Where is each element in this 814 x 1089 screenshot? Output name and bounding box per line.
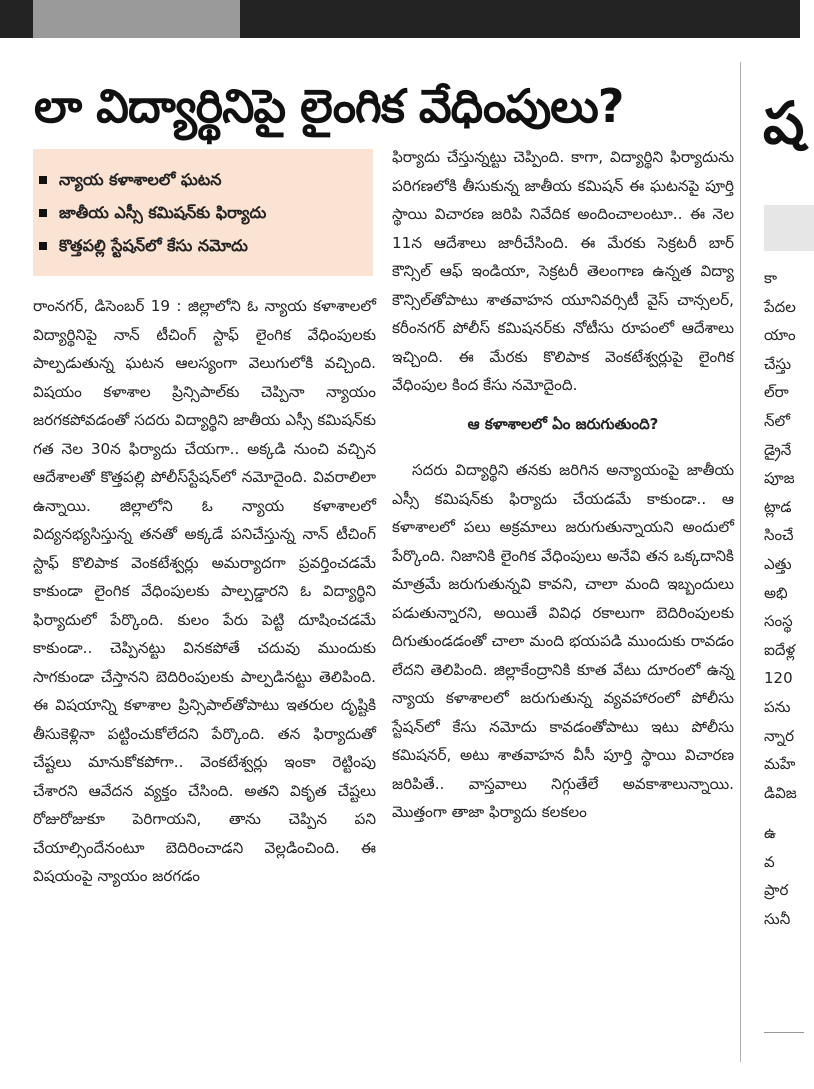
column-divider (740, 62, 741, 1062)
highlight-item (39, 163, 373, 196)
highlight-text: న్యాయ కళాశాలలో ఘటన (59, 170, 222, 189)
adjacent-column-line: న్‌లో (764, 411, 790, 430)
adjacent-column-line: డ్రైనే (764, 440, 792, 459)
bullet-icon (39, 242, 47, 250)
adjacent-column-line: ల్‌రా (764, 383, 789, 402)
adjacent-column-line: డివిజ (764, 783, 797, 802)
masthead-accent (33, 0, 240, 38)
adjacent-column-line: ప్రార (764, 881, 789, 900)
column-2-paragraph: ఫిర్యాదు చేస్తున్నట్టు చెప్పింది. కాగా, విద్యార్థిని ఫిర్యాదును పరిగణలోకి తీసుకున్న జాతీయ కమిషన్ ఈ ఘటనపై పూర్తి స్థాయి విచారణ జరిపి నివేదిక అందించాలంటూ.. ఈ నెల 11న ఆదేశాలు జారీచేసింది. ఈ మేరకు సెక్రటరీ బార్ కౌన్సిల్ ఆఫ్ ఇండియా, సెక్రటరీ తెలంగాణ ఉన్నత విద్యా కౌన్సిల్‌తోపాటు శాతవాహన యూనివర్సిటీ వైస్ చాన్సలర్, కరీంనగర్ పోలీస్ కమిషనర్‌కు నోటీసు రూపంలో ఆదేశాలు ఇచ్చింది. ఈ మేరకు కొలిపాక వెంకటేశ్వర్లుపై లైంగిక వేధింపుల కింద కేసు నమోదైంది. (392, 148, 734, 394)
adjacent-column-line: ట్లాడ (764, 497, 792, 516)
adjacent-column-line: పూజ (764, 469, 795, 488)
highlight-item (39, 229, 373, 262)
adjacent-rule (764, 1032, 804, 1033)
article-headline: లా విద్యార్థినిపై లైంగిక వేధింపులు? (34, 79, 624, 133)
article-subheading: ఆ కళాశాలలో ఏం జరుగుతుంది? (467, 414, 659, 433)
column-2-paragraph-2: సదరు విద్యార్థిని తనకు జరిగిన అన్యాయంపై జాతీయ ఎస్సీ కమిషన్‌కు ఫిర్యాదు చేయడమే కాకుండా.. ఆ కళాశాలలో పలు అక్రమాలు జరుగుతున్నాయని అందులో పేర్కొంది. నిజానికి లైంగిక వేధింపులు అనేవి తన ఒక్కదానికి మాత్రమే జరుగుతున్నవి కావని, చాలా మంది ఇబ్బందులు పడుతున్నారని, అయితే వివిధ రకాలుగా బెదిరింపులకు దిగుతుండడంతో చాలా మంది భయపడి ముందుకు రావడం లేదని తెలిపింది. జిల్లాకేంద్రానికి కూత వేటు దూరంలో ఉన్న న్యాయ కళాశాలలో జరుగుతున్న వ్యవహారంలో పోలీసు స్టేషన్‌లో కేసు నమోదు కావడంతోపాటు ఇటు పోలీసు కమిషనర్, అటు శాతవాహన వీసీ పూర్తి స్థాయి విచారణ జరిపితే.. వాస్తవాలు నిగ్గుతేలే అవకాశాలున్నాయి. మొత్తంగా తాజా ఫిర్యాదు కలకలం (392, 461, 734, 821)
highlight-item (39, 196, 373, 229)
adjacent-subhead-box (764, 205, 814, 251)
adjacent-column-line: ఎత్తు (764, 554, 792, 573)
bullet-icon (39, 209, 47, 217)
adjacent-article-column (764, 264, 804, 934)
adjacent-column-line: యాం (764, 326, 796, 345)
adjacent-column-line: పేదల (764, 297, 796, 316)
highlights-box (33, 149, 373, 276)
adjacent-column-line: సునీ (764, 910, 791, 929)
article-column-2 (392, 143, 734, 827)
adjacent-column-line: కా (764, 269, 778, 287)
adjacent-column-line: మహే (764, 755, 796, 774)
highlight-text: కొత్తపల్లి స్టేషన్‌లో కేసు నమోదు (59, 236, 248, 255)
adjacent-column-line: న్నార (764, 726, 794, 745)
highlight-text: జాతీయ ఎస్సీ కమిషన్‌కు ఫిర్యాదు (59, 203, 267, 222)
adjacent-column-line: అభి (764, 583, 788, 602)
adjacent-column-line: వ (764, 852, 775, 871)
article-column-1: రాంనగర్, డిసెంబర్ 19 : జిల్లాలోని ఓ న్యాయ కళాశాలలో విద్యార్థినిపై నాన్ టీచింగ్ స్టాఫ్ లైంగిక వేధింపులకు పాల్పడుతున్న ఘటన ఆలస్యంగా వెలుగులోకి వచ్చింది. విషయం కళాశాల ప్రిన్సిపాల్‌కు చెప్పినా న్యాయం జరగకపోవడంతో సదరు విద్యార్థిని జాతీయ ఎస్సీ కమిషన్‌కు గత నెల 30న ఫిర్యాదు చేయగా.. అక్కడి నుంచి వచ్చిన ఆదేశాలతో కొత్తపల్లి పోలీస్‌స్టేషన్‌లో నమోదైంది. వివరాలిలా ఉన్నాయి. జిల్లాలోని ఓ న్యాయ కళాశాలలో విద్యనభ్యసిస్తున్న తనతో అక్కడే పనిచేస్తున్న నాన్ టీచింగ్ స్టాఫ్ కొలిపాక వెంకటేశ్వర్లు అమర్యాదగా ప్రవర్తించడమే కాకుండా లైంగిక వేధింపులకు పాల్పడ్డారని ఓ విద్యార్థిని ఫిర్యాదులో పేర్కొంది. కులం పేరు పెట్టి దూషించడమే కాకుండా.. చెప్పినట్టు వినకపోతే చదువు ముందుకు సాగకుండా చేస్తానని బెదిరింపులకు పాల్పడినట్టు తెలిపింది. ఈ విషయాన్ని కళాశాల ప్రిన్సిపాల్‌తోపాటు ఇతరుల దృష్టికి తీసుకెళ్లినా పట్టించుకోలేదని పేర్కొంది. తన ఫిర్యాదుతో చేష్టలు మానుకోకపోగా.. వెంకటేశ్వర్లు ఇంకా రెట్టింపు చేశారని ఆవేదన వ్యక్తం చేసింది. అతని వికృత చేష్టలు రోజురోజుకూ పెరిగాయని, తాను చెప్పిన పని చేయాల్సిందేనంటూ బెదిరించాడని వెల్లడించింది. ఈ విషయంపై న్యాయం జరగడం (33, 297, 376, 885)
highlights-list (33, 149, 373, 262)
adjacent-column-line: చేస్తు (764, 354, 792, 373)
bullet-icon (39, 176, 47, 184)
adjacent-column-line: ఐదేళ్ల (764, 640, 796, 659)
adjacent-column-line: సించే (764, 526, 794, 545)
adjacent-headline-fragment: ష (763, 89, 805, 157)
adjacent-column-line: సంస్థ (764, 612, 793, 631)
masthead-bar (0, 0, 800, 38)
adjacent-column-line: 120 (764, 669, 793, 688)
adjacent-column-line: ఉ (764, 824, 776, 843)
adjacent-column-line: పను (764, 697, 791, 716)
